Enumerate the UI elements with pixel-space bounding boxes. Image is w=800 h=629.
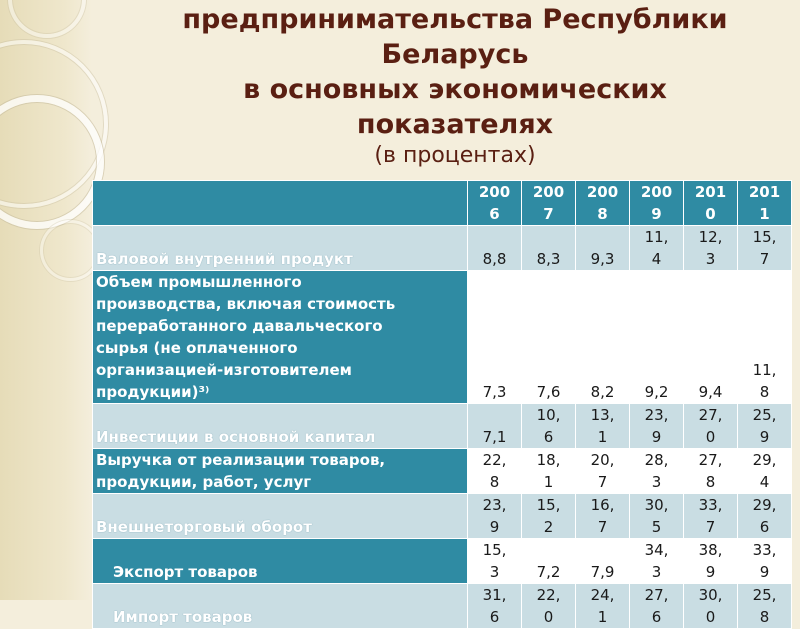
value-cell: 15, 2 [522, 494, 576, 539]
value-cell: 29, 6 [738, 494, 792, 539]
value-cell: 8,2 [576, 271, 630, 404]
value-cell: 23, 9 [468, 494, 522, 539]
value-cell: 9,4 [684, 271, 738, 404]
title-line: в основных экономических [243, 74, 667, 105]
year-header: 200 9 [630, 181, 684, 226]
value-cell: 11, 8 [738, 271, 792, 404]
value-cell: 33, 9 [738, 539, 792, 584]
title-line: Беларусь [381, 39, 529, 70]
table-row [93, 226, 792, 271]
value-cell: 15, 7 [738, 226, 792, 271]
value-cell: 30, 5 [630, 494, 684, 539]
value-cell: 24, 1 [576, 584, 630, 629]
value-cell: 8,3 [522, 226, 576, 271]
value-cell: 34, 3 [630, 539, 684, 584]
row-label: Экспорт товаров [93, 539, 468, 584]
title-line: показателях [356, 109, 554, 140]
value-cell: 11, 4 [630, 226, 684, 271]
value-cell: 7,3 [468, 271, 522, 404]
value-cell: 27, 0 [684, 404, 738, 449]
title-subtitle: (в процентах) [374, 143, 536, 168]
value-cell: 13, 1 [576, 404, 630, 449]
table-row [93, 404, 792, 449]
value-cell: 7,2 [522, 539, 576, 584]
year-header: 200 8 [576, 181, 630, 226]
value-cell: 7,1 [468, 404, 522, 449]
value-cell: 15, 3 [468, 539, 522, 584]
year-header: 200 7 [522, 181, 576, 226]
value-cell: 22, 8 [468, 449, 522, 494]
value-cell: 23, 9 [630, 404, 684, 449]
value-cell: 20, 7 [576, 449, 630, 494]
year-header: 201 0 [684, 181, 738, 226]
slide-title [110, 2, 800, 170]
table-row [93, 494, 792, 539]
value-cell: 30, 0 [684, 584, 738, 629]
value-cell: 7,6 [522, 271, 576, 404]
value-cell: 31, 6 [468, 584, 522, 629]
value-cell: 9,3 [576, 226, 630, 271]
row-label: Валовой внутренний продукт [93, 226, 468, 271]
value-cell: 28, 3 [630, 449, 684, 494]
value-cell: 25, 8 [738, 584, 792, 629]
table-row [93, 539, 792, 584]
value-cell: 27, 6 [630, 584, 684, 629]
header-blank-cell [93, 181, 468, 226]
year-header: 201 1 [738, 181, 792, 226]
value-cell: 33, 7 [684, 494, 738, 539]
indicators-table [92, 180, 792, 629]
header-row [93, 181, 792, 226]
row-label: Объем промышленного производства, включая стоимость переработанного давальческого сырья (не оплаченного организацией-изготовителем продукции)³⁾ [93, 271, 468, 404]
row-label: Инвестиции в основной капитал [93, 404, 468, 449]
value-cell: 10, 6 [522, 404, 576, 449]
value-cell: 9,2 [630, 271, 684, 404]
value-cell: 12, 3 [684, 226, 738, 271]
value-cell: 16, 7 [576, 494, 630, 539]
value-cell: 38, 9 [684, 539, 738, 584]
year-header: 200 6 [468, 181, 522, 226]
value-cell: 22, 0 [522, 584, 576, 629]
row-label: Выручка от реализации товаров, продукции, работ, услуг [93, 449, 468, 494]
row-label: Импорт товаров [93, 584, 468, 629]
value-cell: 8,8 [468, 226, 522, 271]
value-cell: 18, 1 [522, 449, 576, 494]
value-cell: 29, 4 [738, 449, 792, 494]
table-row [93, 584, 792, 629]
value-cell: 25, 9 [738, 404, 792, 449]
value-cell: 27, 8 [684, 449, 738, 494]
title-line: предпринимательства Республики [182, 4, 728, 35]
value-cell: 7,9 [576, 539, 630, 584]
row-label: Внешнеторговый оборот [93, 494, 468, 539]
table-row [93, 449, 792, 494]
table-row [93, 271, 792, 404]
